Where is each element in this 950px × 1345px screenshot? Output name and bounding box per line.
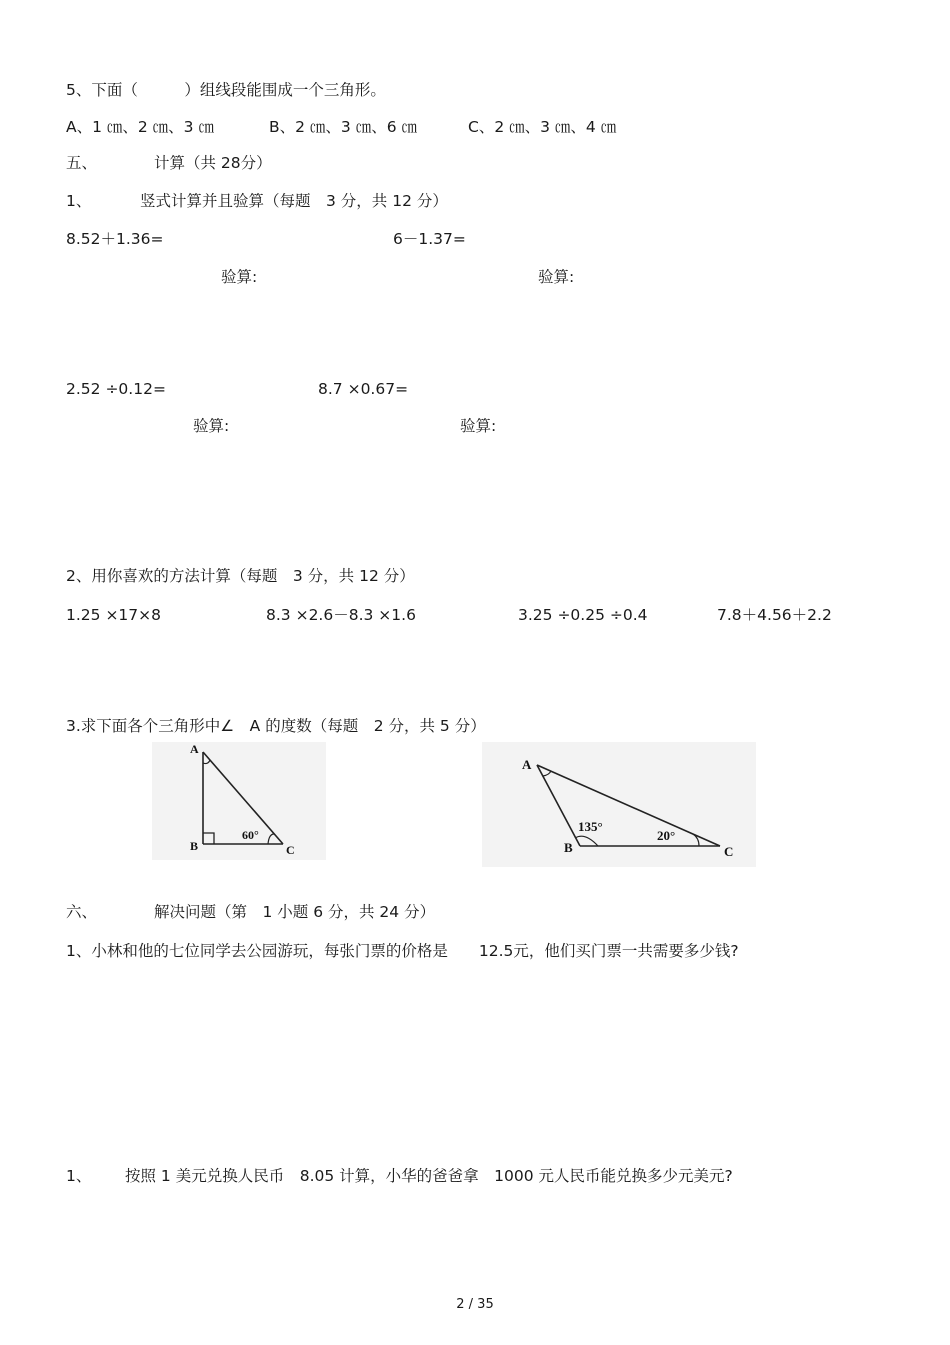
fig2-label-b: B	[564, 840, 573, 855]
section6-number: 六、	[66, 903, 98, 921]
fig1-label-b: B	[190, 839, 199, 853]
triangle-figure-1	[152, 742, 326, 860]
simplify-problem-4: 7.8＋4.56＋2.2	[717, 606, 832, 624]
calc-problem-2: 6－1.37=	[393, 230, 466, 248]
section6-title: 解决问题（第 1 小题 6 分，共 24 分）	[154, 903, 436, 921]
section5-p1-title: 竖式计算并且验算（每题 3 分，共 12 分）	[140, 192, 448, 210]
fig2-label-a: A	[522, 757, 532, 772]
calc-problem-3: 2.52 ÷0.12=	[66, 380, 166, 398]
check-label-1: 验算:	[221, 268, 258, 286]
q5-option-a: A、1 ㎝、2 ㎝、3 ㎝	[66, 118, 214, 136]
fig1-angle-c: 60°	[242, 828, 259, 842]
section5-title: 计算（共 28分）	[154, 154, 272, 172]
fig2-label-c: C	[724, 844, 734, 859]
check-label-2: 验算:	[538, 268, 575, 286]
simplify-problem-1: 1.25 ×17×8	[66, 606, 161, 624]
fig1-label-a: A	[190, 742, 199, 756]
check-label-4: 验算:	[460, 417, 497, 435]
calc-problem-4: 8.7 ×0.67=	[318, 380, 409, 398]
check-label-3: 验算:	[193, 417, 230, 435]
word-problem-2-number: 1、	[66, 1167, 92, 1185]
q5-option-c: C、2 ㎝、3 ㎝、4 ㎝	[468, 118, 617, 136]
section5-number: 五、	[66, 154, 98, 172]
q5-stem: 5、下面（ ）组线段能围成一个三角形。	[66, 81, 386, 99]
q5-option-b: B、2 ㎝、3 ㎝、6 ㎝	[269, 118, 417, 136]
simplify-problem-3: 3.25 ÷0.25 ÷0.4	[518, 606, 648, 624]
section5-p3-title: 3.求下面各个三角形中∠ A 的度数（每题 2 分，共 5 分）	[66, 717, 486, 735]
word-problem-1: 1、小林和他的七位同学去公园游玩，每张门票的价格是 12.5元，他们买门票一共需要多少钱?	[66, 942, 739, 960]
page-number: 2 / 35	[456, 1297, 494, 1312]
word-problem-2: 按照 1 美元兑换人民币 8.05 计算，小华的爸爸拿 1000 元人民币能兑换多少元美元?	[125, 1167, 733, 1185]
simplify-problem-2: 8.3 ×2.6－8.3 ×1.6	[266, 606, 416, 624]
section5-p1-number: 1、	[66, 192, 92, 210]
calc-problem-1: 8.52＋1.36=	[66, 230, 164, 248]
fig2-angle-c: 20°	[657, 828, 676, 843]
fig1-label-c: C	[286, 843, 295, 857]
section5-p2-title: 2、用你喜欢的方法计算（每题 3 分，共 12 分）	[66, 567, 415, 585]
fig2-angle-b: 135°	[578, 819, 603, 834]
triangle-figure-2	[482, 742, 756, 867]
